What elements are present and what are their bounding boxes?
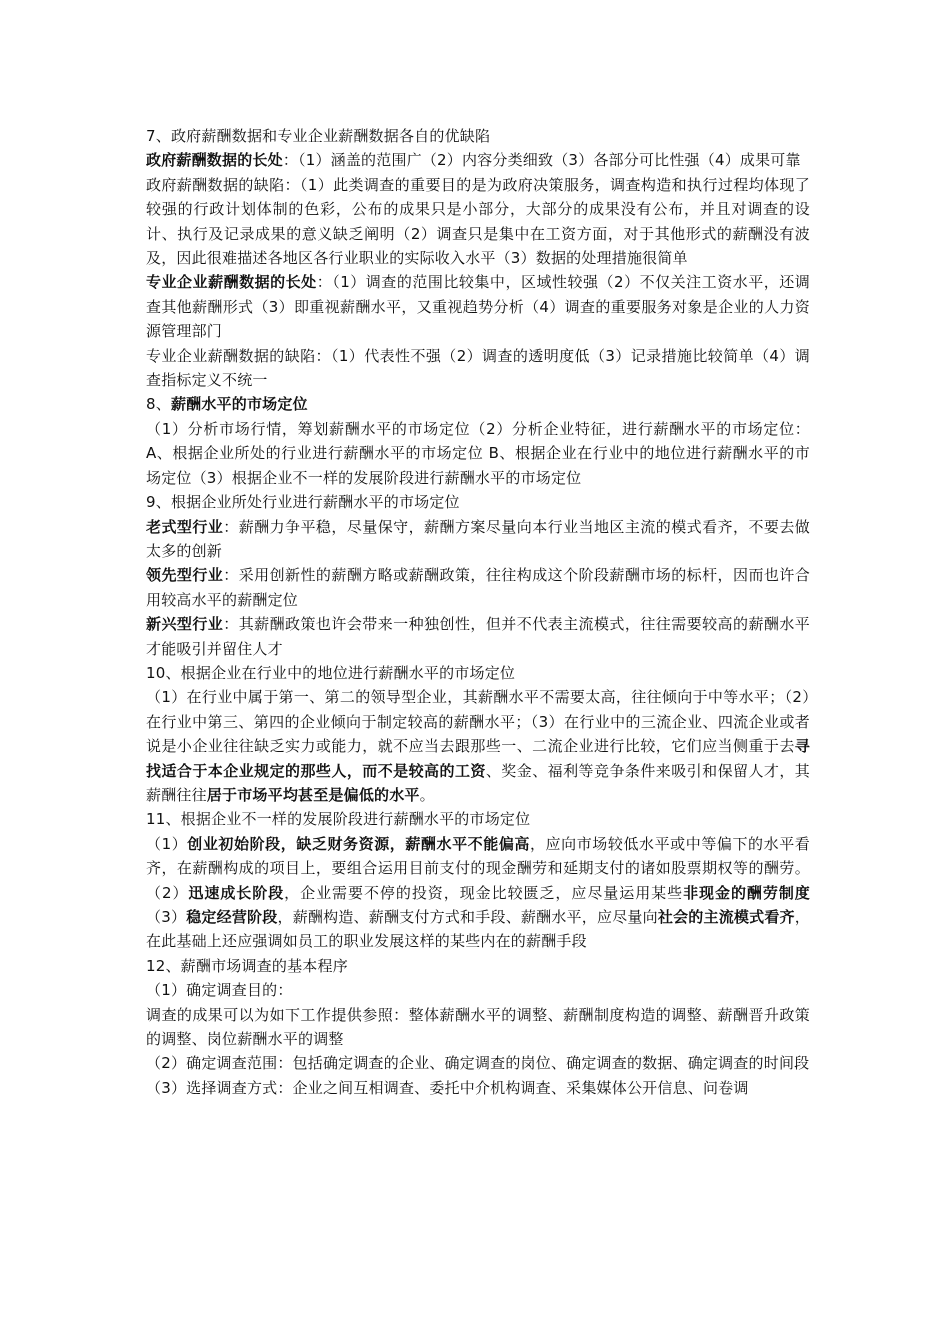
step-3: （3）选择调查方式：企业之间互相调查、委托中介机构调查、采集媒体公开信息、问卷调 bbox=[146, 1078, 749, 1097]
pro-data-disadvantages: 专业企业薪酬数据的缺陷：（1）代表性不强（2）调查的透明度低（3）记录措施比较简单（4）调查指标定义不统一 bbox=[146, 346, 810, 390]
step-2: （2）确定调查范围：包括确定调查的企业、确定调查的岗位、确定调查的数据、确定调查的时间段 bbox=[146, 1054, 810, 1073]
gov-data-disadvantages: 政府薪酬数据的缺陷：（1）此类调查的重要目的是为政府决策服务，调查构造和执行过程均体现了较强的行政计划体制的色彩，公布的成果只是小部分，大部分的成果没有公布，并且对调查的设计、执行及记录成果的意义缺乏阐明（2）调查只是集中在工资方面，对于其他形式的薪酬没有波及，因此很难描述各地区各行业职业的实际收入水平（3）数据的处理措施很简单 bbox=[146, 175, 810, 268]
section-9-heading: 9、根据企业所处行业进行薪酬水平的市场定位 bbox=[146, 493, 460, 512]
section-12-heading: 12、薪酬市场调查的基本程序 bbox=[146, 956, 348, 975]
section-11-body: （1）创业初始阶段，缺乏财务资源，薪酬水平不能偏高，应向市场较低水平或中等偏下的水平看齐，在薪酬构成的项目上，要组合运用目前支付的现金酬劳和延期支付的诸如股票期权等的酬劳。（2）迅速成长阶段，企业需要不停的投资，现金比较匮乏，应尽量运用某些非现金的酬劳制度（3）稳定经营阶段，薪酬构造、薪酬支付方式和手段、薪酬水平，应尽量向社会的主流模式看齐，在此基础上还应强调如员工的职业发展这样的某些内在的薪酬手段 bbox=[146, 834, 810, 951]
leading-industry: 领先型行业：采用创新性的薪酬方略或薪酬政策，往往构成这个阶段薪酬市场的标杆，因而也许合用较高水平的薪酬定位 bbox=[146, 566, 810, 609]
emerging-industry: 新兴型行业：其薪酬政策也许会带来一种独创性，但并不代表主流模式，往往需要较高的薪酬水平才能吸引并留住人才 bbox=[146, 615, 810, 658]
step-1-heading: （1）确定调查目的： bbox=[146, 981, 293, 1000]
pro-data-advantages-lead: 专业企业薪酬数据的长处 bbox=[146, 273, 317, 292]
section-10-heading: 10、根据企业在行业中的地位进行薪酬水平的市场定位 bbox=[146, 663, 516, 682]
section-10-body: （1）在行业中属于第一、第二的领导型企业，其薪酬水平不需要太高，往往倾向于中等水平；（2）在行业中第三、第四的企业倾向于制定较高的薪酬水平；（3）在行业中的三流企业、四流企业或者说是小企业往往缺乏实力或能力，就不应当去跟那些一、二流企业进行比较，它们应当侧重于去寻找适合于本企业规定的那些人，而不是较高的工资、奖金、福利等竞争条件来吸引和保留人才，其薪酬往往居于市场平均甚至是偏低的水平。 bbox=[146, 688, 811, 804]
section-7-heading: 7、政府薪酬数据和专业企业薪酬数据各自的优缺陷 bbox=[146, 127, 491, 145]
section-11-heading: 11、根据企业不一样的发展阶段进行薪酬水平的市场定位 bbox=[146, 810, 531, 829]
section-8-body: （1）分析市场行情，筹划薪酬水平的市场定位（2）分析企业特征，进行薪酬水平的市场定位：A、根据企业所处的行业进行薪酬水平的市场定位 B、根据企业在行业中的地位进行薪酬水平的市场定位（3）根据企业不一样的发展阶段进行薪酬水平的市场定位 bbox=[146, 419, 810, 487]
pro-data-advantages: 专业企业薪酬数据的长处：（1）调查的范围比较集中，区域性较强（2）不仅关注工资水平，还调查其他薪酬形式（3）即重视薪酬水平，又重视趋势分析（4）调查的重要服务对象是企业的人力资源管理部门 bbox=[146, 273, 810, 341]
document-body bbox=[146, 124, 810, 1100]
traditional-industry: 老式型行业：薪酬力争平稳，尽量保守，薪酬方案尽量向本行业当地区主流的模式看齐，不要去做太多的创新 bbox=[146, 517, 810, 560]
step-1-body: 调查的成果可以为如下工作提供参照：整体薪酬水平的调整、薪酬制度构造的调整、薪酬晋升政策的调整、岗位薪酬水平的调整 bbox=[146, 1005, 810, 1049]
gov-data-advantages: 政府薪酬数据的长处：（1）涵盖的范围广（2）内容分类细致（3）各部分可比性强（4）成果可靠 bbox=[146, 151, 801, 170]
section-8-heading: 8、薪酬水平的市场定位 bbox=[146, 395, 308, 414]
gov-data-advantages-lead: 政府薪酬数据的长处 bbox=[146, 151, 283, 170]
